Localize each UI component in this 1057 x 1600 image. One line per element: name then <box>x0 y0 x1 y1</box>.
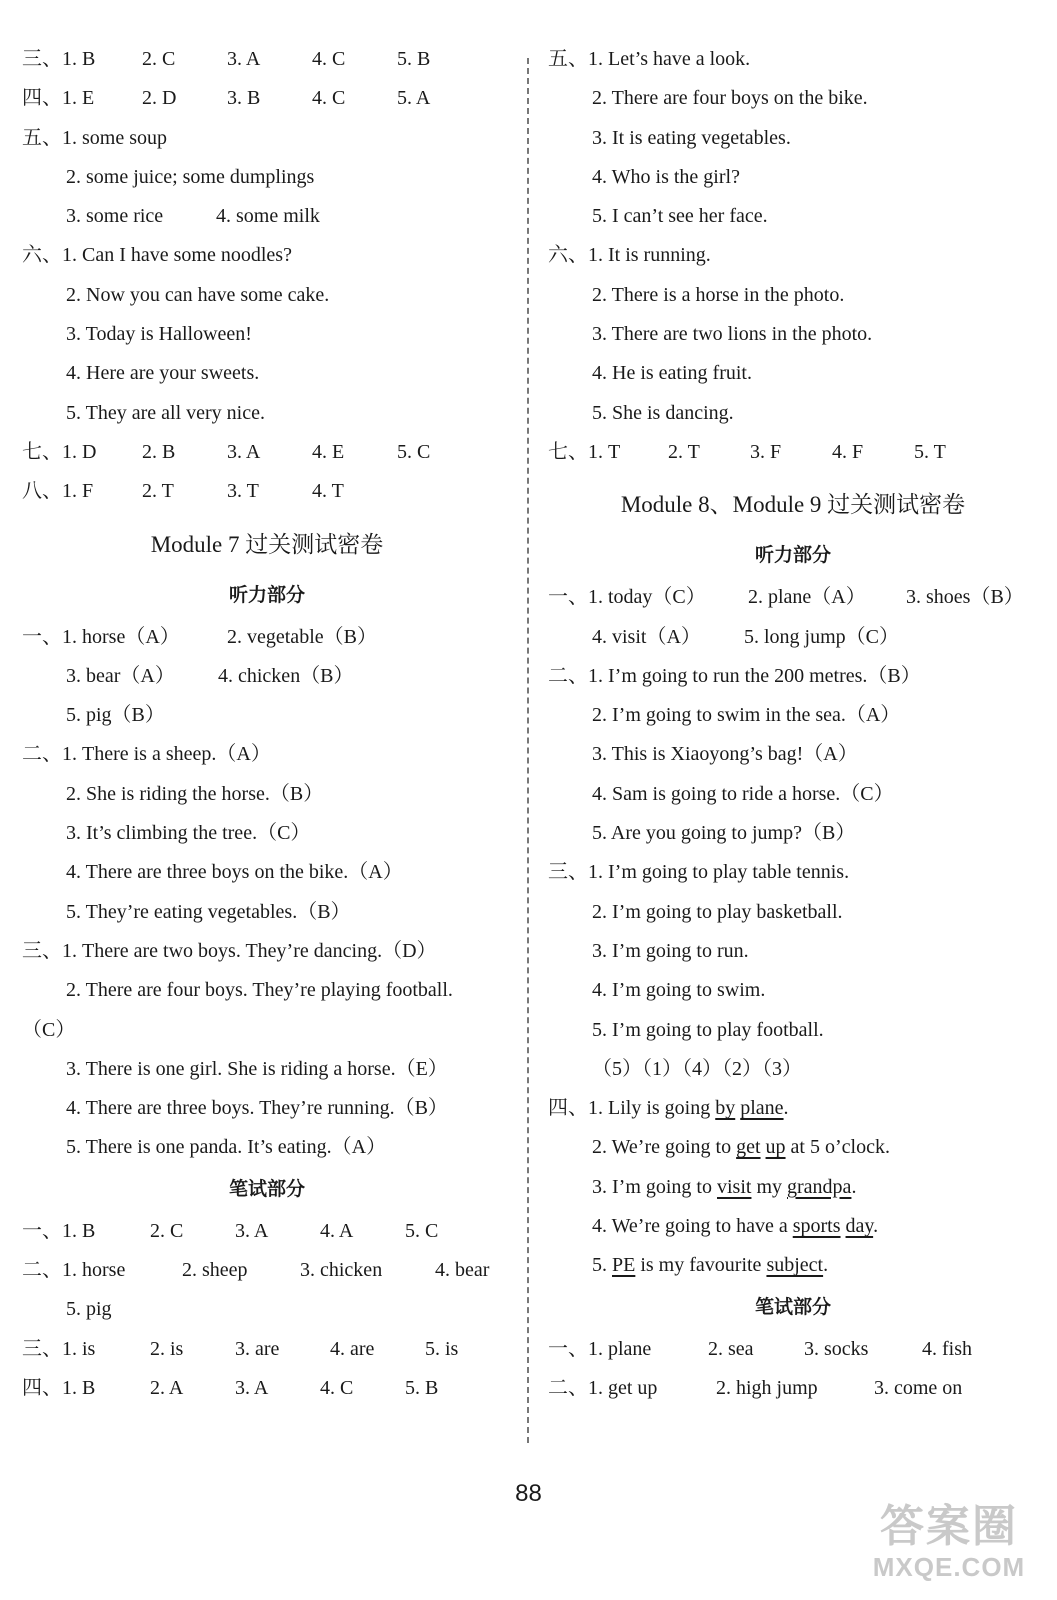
answer-cell: 二、1. get up <box>548 1376 658 1399</box>
answer-cell: 4. some milk <box>216 205 320 228</box>
answer-cell: 一、1. plane <box>548 1337 652 1360</box>
answer-cell: 2. C <box>142 48 176 70</box>
answer-row <box>548 618 1038 657</box>
answer-cell: 2. A <box>150 1376 184 1399</box>
subsection-title: 听力部分 <box>754 545 831 567</box>
answer-row <box>22 79 512 118</box>
underlined-word: visit <box>717 1175 752 1198</box>
answer-cell: 一、1. today（C） <box>548 586 706 609</box>
answer-cell: 5. is <box>425 1337 459 1360</box>
answer-line: 2. some juice; some dumplings <box>66 165 315 188</box>
page-number: 88 <box>515 1480 542 1507</box>
text-segment: . <box>851 1175 857 1198</box>
answer-line: 4. He is eating fruit. <box>592 362 752 385</box>
answer-line: 3. I’m going to run. <box>592 939 749 962</box>
answer-cell: 5. B <box>397 48 431 70</box>
text-segment: . <box>873 1215 879 1238</box>
answer-cell: 4. are <box>330 1337 375 1360</box>
answer-line: 5. I can’t see her face. <box>592 205 768 228</box>
answer-cell: 3. A <box>227 440 261 463</box>
answer-line: 五、1. some soup <box>22 126 167 149</box>
answer-row <box>22 433 512 472</box>
section-title: Module 7 过关测试密卷 <box>150 531 384 557</box>
answer-cell: 5. T <box>914 440 946 463</box>
subsection-title: 笔试部分 <box>754 1296 831 1318</box>
right-column <box>548 40 1038 1408</box>
answer-cell: 5. C <box>405 1219 439 1242</box>
answer-line: 4. Sam is going to ride a horse.（C） <box>592 782 894 805</box>
underlined-word: day <box>845 1215 874 1238</box>
answer-line: 五、1. Let’s have a look. <box>548 48 751 70</box>
answer-cell: 4. T <box>312 480 344 503</box>
answer-line: 5. pig <box>66 1298 112 1321</box>
answer-line: 三、1. I’m going to play table tennis. <box>548 861 850 884</box>
answer-row <box>548 1330 1038 1369</box>
answer-line: （C） <box>22 1018 76 1041</box>
answer-cell: 4. A <box>320 1219 354 1242</box>
section-title: Module 8、Module 9 过关测试密卷 <box>620 492 966 518</box>
answer-line: 3. There is one girl. She is riding a horse.（E） <box>66 1057 448 1080</box>
answer-row <box>22 197 512 236</box>
answer-row <box>22 618 512 657</box>
answer-line: （5）（1）（4）（2）（3） <box>592 1057 802 1080</box>
text-segment: is my favourite <box>635 1254 767 1277</box>
answer-line: 5. They’re eating vegetables.（B） <box>66 900 351 923</box>
answer-row <box>22 1330 512 1369</box>
underlined-word: up <box>765 1136 786 1159</box>
answer-line: 5. There is one panda. It’s eating.（A） <box>66 1136 387 1159</box>
answer-row <box>22 40 512 79</box>
answer-cell: 3. B <box>227 87 261 110</box>
answer-cell: 一、1. horse（A） <box>22 625 180 648</box>
answer-cell: 2. C <box>150 1219 184 1242</box>
answer-line: 4. There are three boys. They’re running.（B） <box>66 1097 448 1120</box>
answer-cell: 2. T <box>668 440 700 463</box>
answer-line: 六、1. It is running. <box>548 244 711 267</box>
column-divider <box>527 58 529 1443</box>
answer-line: 5. They are all very nice. <box>66 401 265 424</box>
watermark-logo <box>859 1502 1039 1592</box>
answer-line <box>548 1168 1038 1207</box>
answer-line: 2. There are four boys. They’re playing football. <box>66 979 453 1002</box>
answer-cell: 3. bear（A） <box>66 664 175 687</box>
answer-cell: 2. high jump <box>716 1376 818 1399</box>
answer-line: 4. There are three boys on the bike.（A） <box>66 861 403 884</box>
answer-cell: 三、1. is <box>22 1337 96 1360</box>
answer-line <box>548 1089 1038 1128</box>
answer-cell: 七、1. T <box>548 440 621 463</box>
answer-line: 5. Are you going to jump?（B） <box>592 822 856 845</box>
answer-line: 2. She is riding the horse.（B） <box>66 782 324 805</box>
answer-cell: 2. D <box>142 87 177 110</box>
answer-cell: 2. T <box>142 480 174 503</box>
answer-row <box>548 1369 1038 1408</box>
answer-cell: 3. chicken <box>300 1259 383 1282</box>
answer-cell: 5. long jump（C） <box>744 625 900 648</box>
underlined-word: by <box>715 1097 736 1120</box>
left-column <box>22 40 512 1408</box>
answer-cell: 四、1. E <box>22 87 95 110</box>
answer-line <box>548 1246 1038 1285</box>
answer-cell: 2. vegetable（B） <box>227 625 377 648</box>
answer-line: 4. Here are your sweets. <box>66 362 260 385</box>
answer-row <box>548 433 1038 472</box>
answer-cell: 4. bear <box>435 1259 490 1282</box>
answer-cell: 3. F <box>750 440 782 463</box>
answer-cell: 2. B <box>142 440 176 463</box>
answer-cell: 二、1. horse <box>22 1259 126 1282</box>
answer-cell: 3. A <box>235 1376 269 1399</box>
text-segment: at 5 o’clock. <box>785 1136 890 1159</box>
underlined-word: grandpa <box>787 1175 852 1198</box>
text-segment: 3. I’m going to <box>592 1175 717 1198</box>
answer-cell: 八、1. F <box>22 480 94 503</box>
text-segment: 2. We’re going to <box>592 1136 737 1159</box>
watermark-top: 答案圈 <box>880 1502 1018 1551</box>
answer-line: 3. This is Xiaoyong’s bag!（A） <box>592 743 858 766</box>
answer-line: 三、1. There are two boys. They’re dancing.（D） <box>22 939 437 962</box>
answer-line: 4. Who is the girl? <box>592 165 740 188</box>
answer-line: 2. Now you can have some cake. <box>66 283 330 306</box>
answer-cell: 5. B <box>405 1376 439 1399</box>
answer-cell: 2. is <box>150 1337 184 1360</box>
answer-cell: 3. T <box>227 480 259 503</box>
answer-cell: 2. plane（A） <box>748 586 866 609</box>
text-segment: . <box>823 1254 829 1277</box>
underlined-word: PE <box>612 1254 636 1277</box>
answer-line: 六、1. Can I have some noodles? <box>22 244 292 267</box>
watermark-bottom: MXQE.COM <box>872 1552 1026 1582</box>
text-segment: . <box>783 1097 789 1120</box>
answer-line <box>548 1207 1038 1246</box>
answer-cell: 三、1. B <box>22 48 96 70</box>
answer-cell: 4. visit（A） <box>592 625 701 648</box>
answer-line: 二、1. There is a sheep.（A） <box>22 743 271 766</box>
answer-line: 3. There are two lions in the photo. <box>592 323 873 346</box>
answer-cell: 4. C <box>320 1376 354 1399</box>
answer-row <box>22 1212 512 1251</box>
answer-line: 2. There are four boys on the bike. <box>592 87 868 110</box>
answer-line: 5. I’m going to play football. <box>592 1018 824 1041</box>
answer-cell: 4. chicken（B） <box>218 664 354 687</box>
text-segment: 四、1. Lily is going <box>548 1097 716 1120</box>
answer-cell: 4. C <box>312 87 346 110</box>
underlined-word: subject <box>766 1254 824 1277</box>
answer-cell: 2. sea <box>708 1337 754 1360</box>
answer-row <box>22 1369 512 1408</box>
answer-cell: 3. socks <box>804 1337 869 1360</box>
answer-cell: 3. A <box>227 48 261 70</box>
text-segment: my <box>751 1175 788 1198</box>
answer-line: 二、1. I’m going to run the 200 metres.（B） <box>548 664 921 687</box>
answer-line: 3. It is eating vegetables. <box>592 126 791 149</box>
answer-line: 3. Today is Halloween! <box>66 323 252 346</box>
answer-row <box>22 472 512 511</box>
answer-cell: 3. some rice <box>66 205 164 228</box>
answer-cell: 5. C <box>397 440 431 463</box>
answer-line: 4. I’m going to swim. <box>592 979 766 1002</box>
underlined-word: sports <box>792 1215 841 1238</box>
answer-cell: 5. A <box>397 87 431 110</box>
answer-cell: 3. shoes（B） <box>906 586 1024 609</box>
answer-cell: 四、1. B <box>22 1376 96 1399</box>
answer-cell: 一、1. B <box>22 1219 96 1242</box>
answer-cell: 4. E <box>312 440 345 463</box>
text-segment: 5. <box>592 1254 612 1277</box>
answer-line: 3. It’s climbing the tree.（C） <box>66 822 311 845</box>
underlined-word: get <box>736 1136 761 1159</box>
answer-cell: 3. are <box>235 1337 280 1360</box>
answer-cell: 2. sheep <box>182 1259 248 1282</box>
answer-row <box>22 657 512 696</box>
answer-cell: 七、1. D <box>22 440 97 463</box>
answer-row <box>548 578 1038 617</box>
subsection-title: 笔试部分 <box>228 1178 305 1200</box>
answer-cell: 3. A <box>235 1219 269 1242</box>
answer-line: 5. pig（B） <box>66 704 165 727</box>
answer-line: 2. I’m going to swim in the sea.（A） <box>592 704 901 727</box>
subsection-title: 听力部分 <box>228 584 305 606</box>
answer-line: 5. She is dancing. <box>592 401 734 424</box>
answer-cell: 4. fish <box>922 1337 972 1360</box>
answer-cell: 3. come on <box>874 1376 963 1399</box>
answer-line <box>548 1128 1038 1167</box>
answer-cell: 4. F <box>832 440 864 463</box>
text-segment: 4. We’re going to have a <box>592 1215 793 1238</box>
answer-cell: 4. C <box>312 48 346 70</box>
answer-row <box>22 1251 512 1290</box>
answer-line: 2. I’m going to play basketball. <box>592 900 843 923</box>
answer-line: 2. There is a horse in the photo. <box>592 283 845 306</box>
underlined-word: plane <box>740 1097 784 1120</box>
